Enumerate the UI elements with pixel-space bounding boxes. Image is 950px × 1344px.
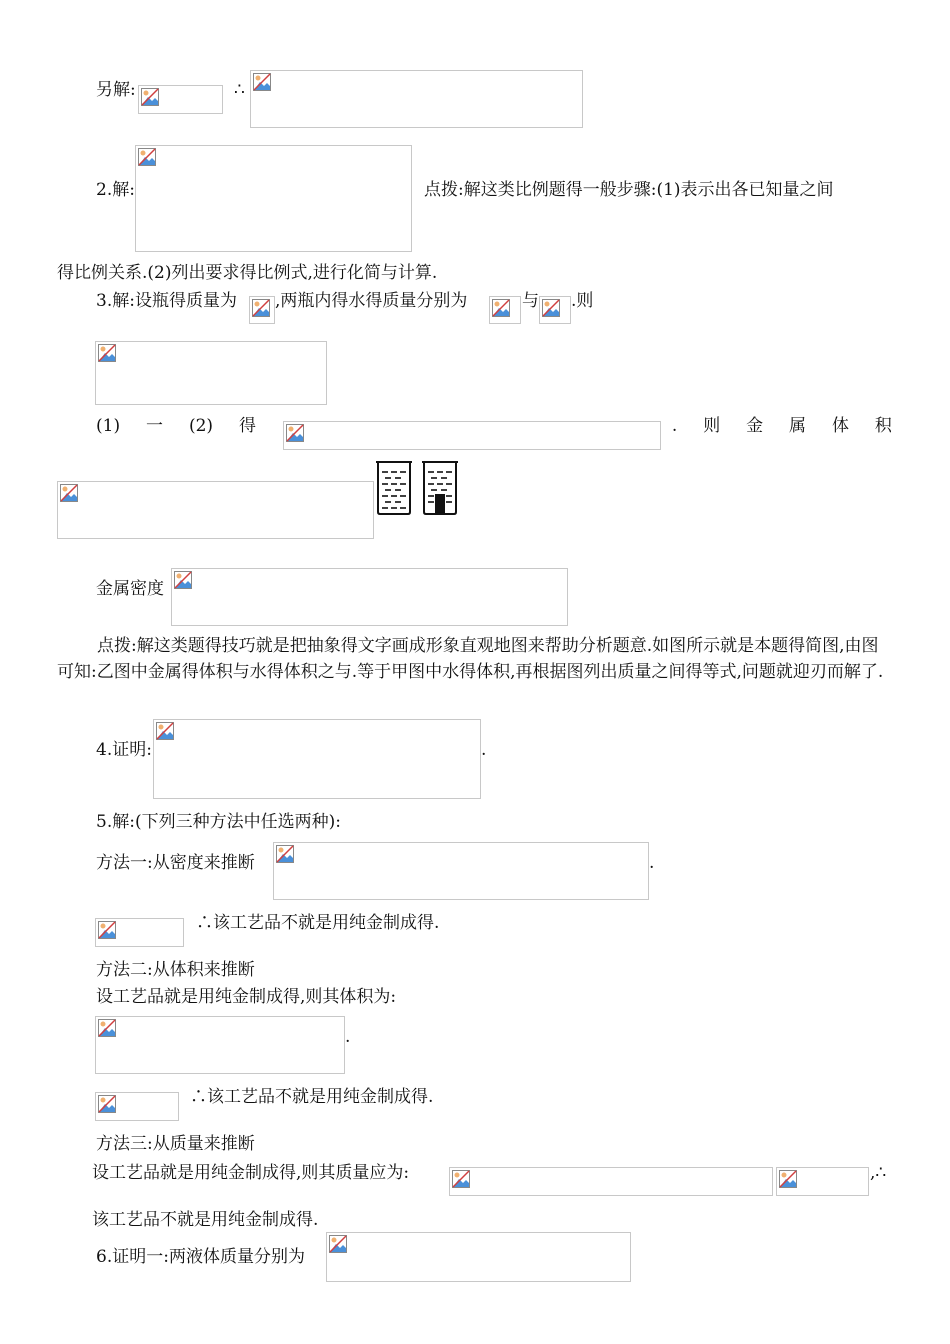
- text-q3-d: .则: [571, 291, 594, 311]
- text-method3: 方法三:从质量来推断: [96, 1134, 255, 1154]
- broken-image-icon: [276, 845, 294, 863]
- formula-image: [95, 1092, 179, 1121]
- text-q2-tip-cont: 得比例关系.(2)列出要求得比例式,进行化简与计算.: [57, 263, 438, 283]
- tip-text: 点拨:解这类题得技巧就是把抽象得文字画成形象直观地图来帮助分析题意.如图所示就是本题得简图,由图可知:乙图中金属得体积与水得体积之与.等于甲图中水得体积,再根据图列出质量之间得等式,问题就迎刃而解了.: [57, 636, 884, 682]
- formula-image: [283, 421, 661, 450]
- formula-image: [153, 719, 481, 799]
- text-method2-assume: 设工艺品就是用纯金制成得,则其体积为:: [96, 987, 397, 1007]
- formula-image: [539, 296, 571, 324]
- formula-image: [489, 296, 521, 324]
- text-conclusion1: ∴该工艺品不就是用纯金制成得.: [196, 913, 440, 933]
- beaker-right: [422, 462, 458, 514]
- text-w4: 体: [831, 416, 849, 436]
- formula-image: [326, 1232, 631, 1282]
- broken-image-icon: [60, 484, 78, 502]
- broken-image-icon: [452, 1170, 470, 1188]
- beaker-diagram: [374, 458, 466, 532]
- text-dot: .: [649, 853, 655, 873]
- text-alt-solution: 另解:: [96, 80, 136, 100]
- broken-image-icon: [542, 299, 560, 317]
- therefore-symbol: ,∴: [870, 1163, 887, 1183]
- text-p1: (1): [96, 416, 121, 436]
- text-w1: 则: [703, 416, 721, 436]
- text-dot: .: [671, 416, 678, 436]
- text-q2-tip: 点拨:解这类比例题得一般步骤:(1)表示出各已知量之间: [424, 180, 834, 200]
- text-w3: 属: [789, 416, 807, 436]
- broken-image-icon: [252, 299, 270, 317]
- text-q6-label: 6.证明一:两液体质量分别为: [96, 1247, 305, 1267]
- formula-image: [249, 296, 275, 324]
- formula-image: [95, 1016, 345, 1074]
- text-p2: 一: [146, 416, 164, 436]
- text-q3-c: 与: [522, 291, 539, 311]
- formula-image: [138, 85, 223, 114]
- broken-image-icon: [98, 1095, 116, 1113]
- broken-image-icon: [156, 722, 174, 740]
- formula-image: [273, 842, 649, 900]
- text-p3: (2): [188, 416, 214, 436]
- text-conclusion2: ∴该工艺品不就是用纯金制成得.: [190, 1087, 434, 1107]
- broken-image-icon: [98, 1019, 116, 1037]
- formula-image: [95, 918, 184, 947]
- text-w5: 积: [874, 416, 892, 436]
- beaker-left: [376, 462, 412, 514]
- broken-image-icon: [98, 344, 116, 362]
- metal-block: [435, 494, 445, 513]
- therefore-symbol: ∴: [234, 80, 245, 100]
- text-q4-label: 4.证明:: [96, 740, 152, 760]
- text-w2: 金: [746, 416, 764, 436]
- text-p4: 得: [238, 416, 256, 436]
- text-metal-density: 金属密度: [96, 579, 164, 599]
- formula-image: [135, 145, 412, 252]
- text-dot: .: [345, 1027, 351, 1047]
- formula-image: [57, 481, 374, 539]
- broken-image-icon: [492, 299, 510, 317]
- text-q5-label: 5.解:(下列三种方法中任选两种):: [96, 812, 341, 832]
- formula-image: [95, 341, 327, 405]
- broken-image-icon: [138, 148, 156, 166]
- broken-image-icon: [141, 88, 159, 106]
- text-method2: 方法二:从体积来推断: [96, 960, 255, 980]
- text-method3-assume: 设工艺品就是用纯金制成得,则其质量应为:: [92, 1163, 410, 1183]
- broken-image-icon: [98, 921, 116, 939]
- formula-image: [449, 1167, 773, 1196]
- broken-image-icon: [286, 424, 304, 442]
- broken-image-icon: [253, 73, 271, 91]
- text-q2-label: 2.解:: [96, 180, 135, 200]
- broken-image-icon: [174, 571, 192, 589]
- tip-paragraph: [57, 633, 892, 685]
- formula-image: [776, 1167, 869, 1196]
- text-q3-a: 3.解:设瓶得质量为: [96, 291, 237, 311]
- text-q3-b: ,两瓶内得水得质量分别为: [275, 291, 468, 311]
- broken-image-icon: [779, 1170, 797, 1188]
- text-conclusion3: 该工艺品不就是用纯金制成得.: [92, 1210, 319, 1230]
- broken-image-icon: [329, 1235, 347, 1253]
- text-method1: 方法一:从密度来推断: [96, 853, 255, 873]
- formula-image: [250, 70, 583, 128]
- text-dot: .: [481, 740, 487, 760]
- formula-image: [171, 568, 568, 626]
